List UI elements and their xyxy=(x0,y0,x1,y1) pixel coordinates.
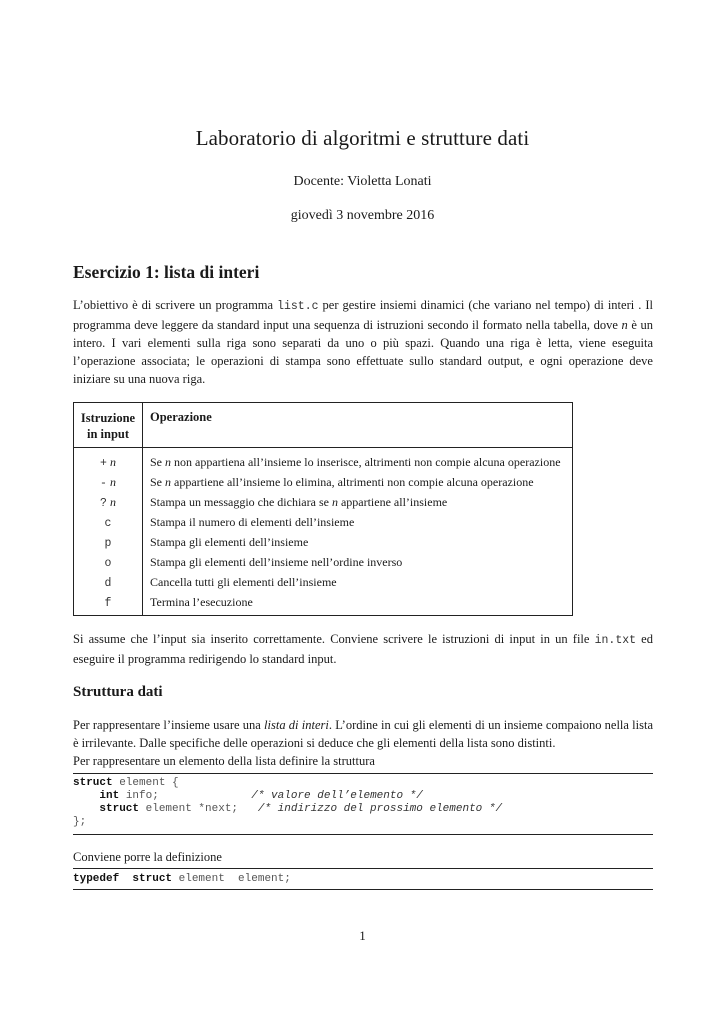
intro-paragraph xyxy=(73,296,653,388)
document-title: Laboratorio di algoritmi e strutture dati xyxy=(195,126,530,150)
instruction-table xyxy=(73,402,573,616)
intro-filename: list.c xyxy=(277,300,319,313)
code-line xyxy=(73,777,653,790)
code-keyword: int xyxy=(99,790,120,802)
table-row xyxy=(74,572,572,592)
code-line xyxy=(73,803,653,816)
exercise-heading: Esercizio 1: lista di interi xyxy=(73,262,260,282)
instruction-cell xyxy=(74,512,142,534)
table-row xyxy=(74,452,572,472)
code-comment: /* indirizzo del prossimo elemento */ xyxy=(257,803,503,815)
code-indent xyxy=(73,790,99,802)
table-row xyxy=(74,512,572,532)
ds-text-2: . L’ordine in cui gli elementi di un insieme compaiono nella lista è irrilevante. Dalle specifiche delle operazioni si deduce che gli elementi della lista sono distinti. xyxy=(73,718,654,750)
code-bottom-rule xyxy=(73,889,653,890)
operation-cell xyxy=(150,592,253,612)
operation-cell xyxy=(150,492,447,512)
code-text: element { xyxy=(112,777,179,789)
operation-variable: n xyxy=(165,455,171,469)
author-line: Docente: Violetta Lonati xyxy=(293,174,432,189)
code-top-rule xyxy=(73,773,653,774)
operation-text: Stampa gli elementi dell’insieme nell’ordine inverso xyxy=(150,555,403,569)
instruction-argument: n xyxy=(109,495,116,509)
code-bottom-rule xyxy=(73,834,653,835)
input-note-paragraph xyxy=(73,630,653,668)
operation-variable: n xyxy=(331,495,338,509)
operation-text: Stampa gli elementi dell’insieme xyxy=(150,535,309,549)
instruction-command: f xyxy=(104,597,112,610)
instruction-cell xyxy=(74,452,142,474)
instruction-cell xyxy=(74,472,142,494)
instruction-cell xyxy=(74,532,142,554)
intro-text-3: è un intero. I vari elementi sulla riga sono separati da uno o più spazi. Quando una riga è letta, viene eseguita l’operazione associata; le operazioni di stampa sono effettuate sullo standard output, e ogni operazione deve iniziare su una nuova riga. xyxy=(73,318,653,386)
operation-cell xyxy=(150,472,534,492)
table-row xyxy=(74,552,572,572)
operation-text: Cancella tutti gli elementi dell’insieme xyxy=(150,575,337,589)
instruction-command: p xyxy=(104,537,112,550)
code-text: info; xyxy=(119,790,252,802)
operation-text: Termina l’esecuzione xyxy=(150,595,253,609)
operation-text: appartiene all’insieme xyxy=(337,495,448,509)
operation-text: Se xyxy=(150,455,165,469)
code-line: }; xyxy=(73,816,87,828)
operation-cell xyxy=(150,452,561,472)
instruction-argument: n xyxy=(109,475,116,489)
input-note-text-2: ed eseguire il programma redirigendo lo standard input. xyxy=(73,632,653,666)
table-header-operation: Operazione xyxy=(150,410,212,424)
instruction-cell xyxy=(74,552,142,574)
code-indent xyxy=(119,873,132,885)
data-structure-paragraph xyxy=(73,716,653,752)
ds-text-1: Per rappresentare l’insieme usare una xyxy=(73,718,265,732)
instruction-command: c xyxy=(104,517,112,530)
instruction-command: + xyxy=(100,457,107,470)
instruction-argument: n xyxy=(109,455,116,469)
table-header-instruction xyxy=(74,410,142,442)
code-text: element element; xyxy=(172,873,291,885)
ds-emphasis: lista di interi xyxy=(264,718,329,732)
table-row xyxy=(74,532,572,552)
typedef-intro-paragraph: Conviene porre la definizione xyxy=(73,850,222,864)
instruction-command: d xyxy=(104,577,112,590)
operation-cell xyxy=(150,572,337,592)
code-text: element *next; xyxy=(139,803,258,815)
instruction-command: o xyxy=(104,557,112,570)
code-top-rule xyxy=(73,868,653,869)
code-keyword: typedef xyxy=(73,873,120,885)
operation-variable: n xyxy=(165,475,171,489)
intro-text-1: L’obiettivo è di scrivere un programma xyxy=(73,298,278,312)
code-line xyxy=(73,790,653,803)
table-row xyxy=(74,592,572,612)
struct-code-block xyxy=(73,777,653,829)
input-filename: in.txt xyxy=(594,634,637,647)
page-number: 1 xyxy=(359,928,366,943)
operation-cell xyxy=(150,532,308,552)
input-note-text-1: Si assume che l’input sia inserito correttamente. Conviene scrivere le istruzioni di input in un file xyxy=(73,632,595,646)
struct-intro-paragraph: Per rappresentare un elemento della lista definire la struttura xyxy=(73,754,375,768)
operation-cell xyxy=(150,552,402,572)
code-indent xyxy=(73,803,99,815)
code-keyword: struct xyxy=(99,803,140,815)
operation-cell xyxy=(150,512,354,532)
header-instruction-line1: Istruzione xyxy=(80,411,136,425)
operation-text: appartiene all’insieme lo elimina, altrimenti non compie alcuna operazione xyxy=(171,475,534,489)
header-instruction-line2: in input xyxy=(86,427,130,441)
table-header-divider xyxy=(74,447,572,448)
typedef-code-block xyxy=(73,873,653,886)
instruction-command: - xyxy=(100,477,107,490)
intro-variable-n: n xyxy=(621,318,628,332)
instruction-cell xyxy=(74,492,142,514)
operation-text: Stampa il numero di elementi dell’insieme xyxy=(150,515,355,529)
code-comment: /* valore dell’elemento */ xyxy=(251,790,423,802)
data-structure-heading: Struttura dati xyxy=(73,684,163,700)
table-row xyxy=(74,472,572,492)
code-keyword: struct xyxy=(73,777,113,789)
instruction-command: ? xyxy=(100,497,107,510)
operation-text: Se xyxy=(150,475,165,489)
table-row xyxy=(74,492,572,512)
operation-text: non appartiena all’insieme lo inserisce, altrimenti non compie alcuna operazione xyxy=(171,455,561,469)
instruction-cell xyxy=(74,572,142,594)
intro-text-2: per gestire insiemi dinamici (che variano nel tempo) di interi . Il programma deve leggere da standard input una sequenza di istruzioni secondo il formato nella tabella, dove xyxy=(73,298,653,332)
date-line: giovedì 3 novembre 2016 xyxy=(290,208,435,223)
operation-text: Stampa un messaggio che dichiara se xyxy=(150,495,332,509)
code-keyword: struct xyxy=(132,873,173,885)
instruction-cell xyxy=(74,592,142,614)
